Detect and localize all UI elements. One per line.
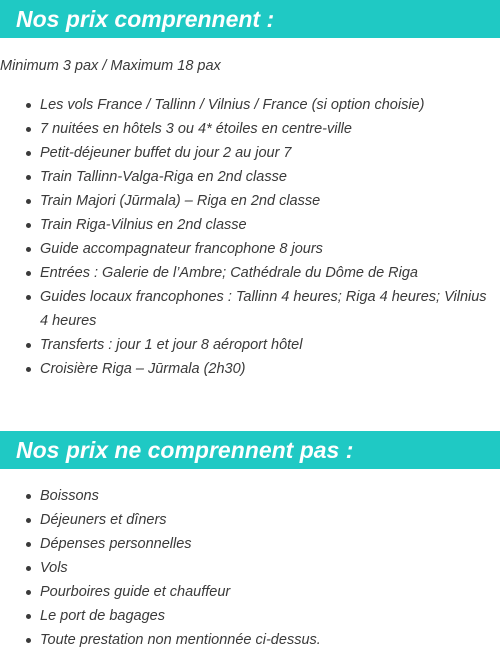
bullet-icon	[26, 494, 31, 499]
list-item	[0, 117, 500, 141]
group-size-note: Minimum 3 pax / Maximum 18 pax	[0, 58, 221, 74]
list-item	[0, 628, 500, 652]
list-item	[0, 261, 500, 285]
bullet-icon	[26, 223, 31, 228]
list-item-text: Train Riga-Vilnius en 2nd classe	[40, 217, 247, 233]
list-item-text: Entrées : Galerie de l’Ambre; Cathédrale du Dôme de Riga	[40, 265, 418, 281]
bullet-icon	[26, 271, 31, 276]
list-item-text: Guide accompagnateur francophone 8 jours	[40, 241, 323, 257]
list-item	[0, 285, 500, 333]
list-item	[0, 604, 500, 628]
bullet-icon	[26, 151, 31, 156]
list-item-text: Croisière Riga – Jūrmala (2h30)	[40, 361, 246, 377]
excluded-list	[0, 484, 500, 652]
list-item-text: Les vols France / Tallinn / Vilnius / France (si option choisie)	[40, 97, 425, 113]
list-item-text: Guides locaux francophones : Tallinn 4 heures; Riga 4 heures; Vilnius 4 heures	[40, 289, 487, 329]
list-item-text: Vols	[40, 560, 68, 576]
list-item	[0, 532, 500, 556]
list-item-text: Train Tallinn-Valga-Riga en 2nd classe	[40, 169, 287, 185]
bullet-icon	[26, 247, 31, 252]
bullet-icon	[26, 343, 31, 348]
list-item	[0, 357, 500, 381]
bullet-icon	[26, 127, 31, 132]
list-item	[0, 165, 500, 189]
list-item-text: Pourboires guide et chauffeur	[40, 584, 231, 600]
bullet-icon	[26, 518, 31, 523]
excluded-section-title: Nos prix ne comprennent pas :	[0, 431, 500, 469]
list-item	[0, 580, 500, 604]
list-item-text: Déjeuners et dîners	[40, 512, 167, 528]
included-list	[0, 93, 500, 381]
bullet-icon	[26, 367, 31, 372]
list-item	[0, 93, 500, 117]
bullet-icon	[26, 542, 31, 547]
bullet-icon	[26, 175, 31, 180]
list-item	[0, 213, 500, 237]
list-item-text: 7 nuitées en hôtels 3 ou 4* étoiles en centre-ville	[40, 121, 352, 137]
bullet-icon	[26, 199, 31, 204]
list-item-text: Transferts : jour 1 et jour 8 aéroport hôtel	[40, 337, 303, 353]
list-item-text: Petit-déjeuner buffet du jour 2 au jour 7	[40, 145, 292, 161]
bullet-icon	[26, 590, 31, 595]
bullet-icon	[26, 566, 31, 571]
list-item-text: Toute prestation non mentionnée ci-dessus.	[40, 632, 321, 648]
bullet-icon	[26, 103, 31, 108]
list-item	[0, 508, 500, 532]
list-item	[0, 141, 500, 165]
list-item-text: Dépenses personnelles	[40, 536, 192, 552]
list-item-text: Train Majori (Jūrmala) – Riga en 2nd classe	[40, 193, 321, 209]
list-item	[0, 484, 500, 508]
list-item	[0, 237, 500, 261]
bullet-icon	[26, 638, 31, 643]
list-item	[0, 333, 500, 357]
list-item-text: Le port de bagages	[40, 608, 165, 624]
list-item-text: Boissons	[40, 488, 99, 504]
included-section-title: Nos prix comprennent :	[0, 0, 500, 38]
list-item	[0, 556, 500, 580]
bullet-icon	[26, 295, 31, 300]
list-item	[0, 189, 500, 213]
bullet-icon	[26, 614, 31, 619]
